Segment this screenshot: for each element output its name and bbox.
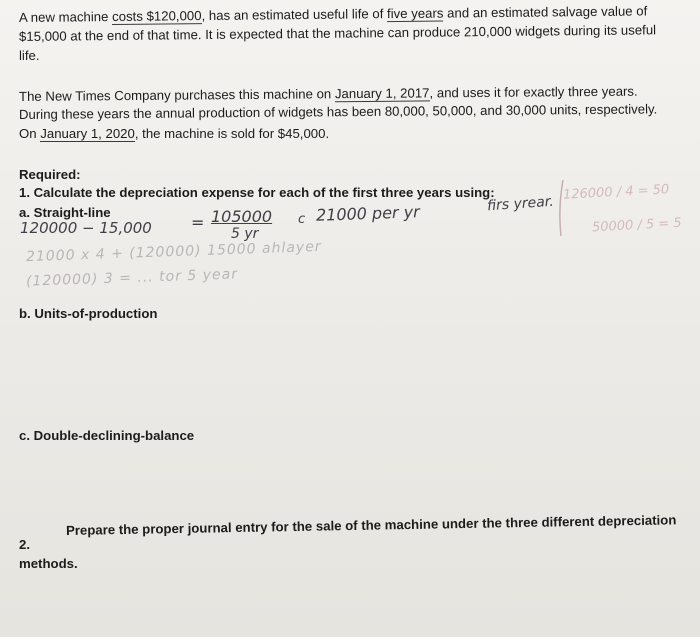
faded-handwriting-2: (120000) 3 = ... tor 5 year bbox=[25, 266, 239, 290]
required-heading: Required: bbox=[19, 167, 81, 182]
handwritten-margin-stroke bbox=[555, 178, 567, 238]
handwritten-equals: = bbox=[191, 213, 205, 232]
intro-line-3: life. bbox=[19, 48, 40, 63]
handwritten-margin-2: 50000 / 5 = 5 bbox=[591, 215, 683, 236]
handwritten-denominator: 5 yr bbox=[231, 226, 259, 242]
part-c-double-declining-balance: c. Double-declining-balance bbox=[19, 428, 195, 443]
faded-handwriting-1: 21000 x 4 + (120000) 15000 ahlayer bbox=[25, 238, 322, 266]
handwritten-numerator: 105000 bbox=[211, 207, 273, 226]
handwritten-margin-1: 126000 / 4 = 50 bbox=[562, 182, 670, 203]
handwritten-note: firs yrear. bbox=[486, 193, 555, 215]
part-a-straight-line: a. Straight-line bbox=[19, 205, 111, 220]
para2-line-3: On January 1, 2020, the machine is sold for $45,000. bbox=[19, 126, 330, 141]
question-1: 1. Calculate the depreciation expense for each of the first three years using: bbox=[19, 185, 495, 200]
para2-line-2: During these years the annual production of widgets has been 80,000, 50,000, and 30,000 units, respectively. bbox=[18, 101, 658, 122]
part-b-units-of-production: b. Units-of-production bbox=[19, 306, 158, 321]
para2-line-1: The New Times Company purchases this machine on January 1, 2017, and uses it for exactly three years. bbox=[18, 83, 638, 104]
handwritten-approx: c bbox=[298, 212, 306, 227]
handwritten-calc-left: 120000 − 15,000 bbox=[20, 219, 152, 237]
handwritten-result: 21000 per yr bbox=[315, 202, 421, 225]
intro-line-1: A new machine costs $120,000, has an estimated useful life of five years and an estimated salvage value of bbox=[18, 3, 648, 25]
question-2-text: Prepare the proper journal entry for the sale of the machine under the three different depreciation bbox=[65, 512, 677, 538]
question-2-number: 2. bbox=[19, 537, 30, 552]
intro-line-2: $15,000 at the end of that time. It is expected that the machine can produce 210,000 widgets during its useful bbox=[18, 22, 657, 44]
question-2-text-cont: methods. bbox=[19, 556, 78, 571]
